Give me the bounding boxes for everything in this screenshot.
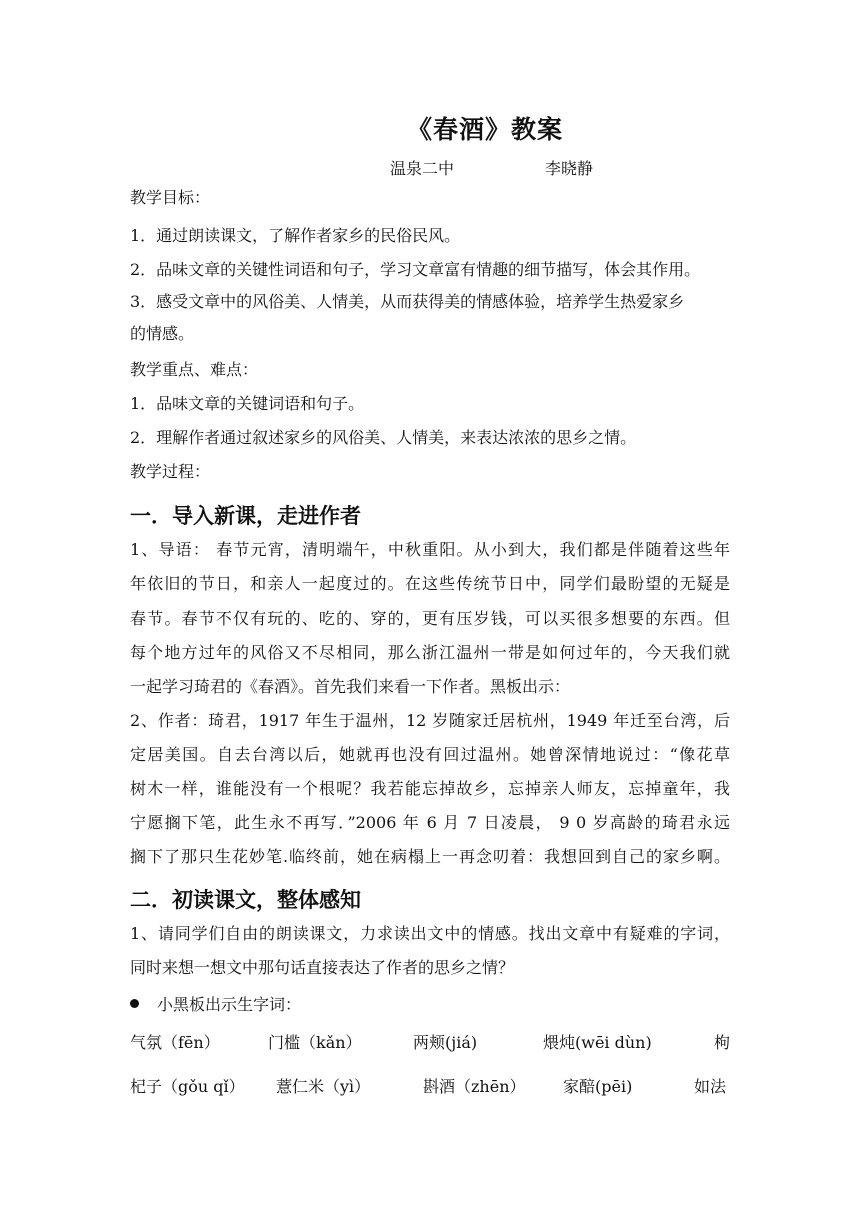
vocab-item: 枸 — [714, 1033, 731, 1052]
author-line-3: 树木一样，谁能没有一个根呢？我若能忘掉故乡，忘掉亲人师友，忘掉童年，我 — [130, 779, 730, 798]
keypoint-1: 1．品味文章的关键词语和句子。 — [130, 394, 365, 413]
intro-line-5: 一起学习琦君的《春酒》。首先我们来看一下作者。黑板出示： — [130, 677, 571, 696]
document-title: 《春酒》教案 — [406, 115, 563, 144]
process-heading: 教学过程： — [130, 462, 211, 481]
keypoint-2: 2．理解作者通过叙述家乡的风俗美、人情美，来表达浓浓的思乡之情。 — [130, 428, 637, 447]
reading-line-2: 同时来想一想文中那句话直接表达了作者的思乡之情？ — [130, 958, 515, 977]
intro-line-4: 每个地方过年的风俗又不尽相同，那么浙江温州一带是如何过年的，今天我们就 — [130, 643, 730, 662]
reading-line-1: 1、请同学们自由的朗读课文，力求读出文中的情感。找出文章中有疑难的字词， — [130, 924, 730, 943]
objective-2: 2．品味文章的关键性词语和句子，学习文章富有情趣的细节描写，体会其作用。 — [130, 260, 701, 279]
bullet-dot-icon — [130, 999, 139, 1008]
author-line-5: 搁下了那只生花妙笔.临终前，她在病榻上一再念叨着：我想回到自己的家乡啊。 — [130, 847, 730, 866]
author-line-2: 定居美国。自去台湾以后，她就再也没有回过温州。她曾深情地说过：“像花草 — [130, 745, 730, 764]
vocab-bullet-text: 小黑板出示生字词： — [157, 995, 302, 1014]
vocab-bullet — [130, 992, 301, 1015]
vocab-item: 如法 — [694, 1077, 727, 1096]
intro-line-1: 1、导语： 春节元宵，清明端午，中秋重阳。从小到大，我们都是伴随着这些年 — [130, 540, 730, 559]
vocab-item: 薏仁米（yì） — [276, 1077, 371, 1096]
vocab-item: 杞子（gǒu qǐ） — [130, 1077, 245, 1096]
keypoints-heading: 教学重点、难点： — [130, 360, 259, 379]
intro-line-2: 年依旧的节日，和亲人一起度过的。在这些传统节日中，同学们最盼望的无疑是 — [130, 574, 730, 593]
vocab-item: 煨炖(wēi dùn) — [543, 1033, 652, 1052]
objective-1: 1．通过朗读课文，了解作者家乡的民俗民风。 — [130, 226, 461, 245]
vocab-item: 斟酒（zhēn） — [423, 1077, 526, 1096]
vocab-item: 门槛（kǎn） — [268, 1033, 362, 1052]
objectives-heading: 教学目标： — [130, 188, 211, 207]
vocab-item: 气氛（fēn） — [130, 1033, 220, 1052]
author-line-4: 宁愿搁下笔，此生永不再写．”2006 年 6 月 7 日凌晨， 9 0 岁高龄的琦君永远 — [130, 813, 730, 832]
section-1-heading: 一．导入新课，走进作者 — [130, 503, 361, 528]
school-name: 温泉二中 — [390, 159, 455, 178]
objective-3-line-1: 3．感受文章中的风俗美、人情美，从而获得美的情感体验，培养学生热爱家乡 — [130, 292, 685, 311]
vocab-item: 家醅(pēi) — [563, 1077, 633, 1096]
author-line-1: 2、作者：琦君，1917 年生于温州，12 岁随家迁居杭州，1949 年迁至台湾，后 — [130, 711, 730, 730]
section-2-heading: 二．初读课文，整体感知 — [130, 887, 361, 912]
objective-3-line-2: 的情感。 — [130, 324, 195, 343]
intro-line-3: 春节。春节不仅有玩的、吃的、穿的，更有压岁钱，可以买很多想要的东西。但 — [130, 609, 730, 628]
author-name: 李晓静 — [545, 159, 594, 178]
vocab-item: 两颊(jiá) — [413, 1033, 478, 1052]
